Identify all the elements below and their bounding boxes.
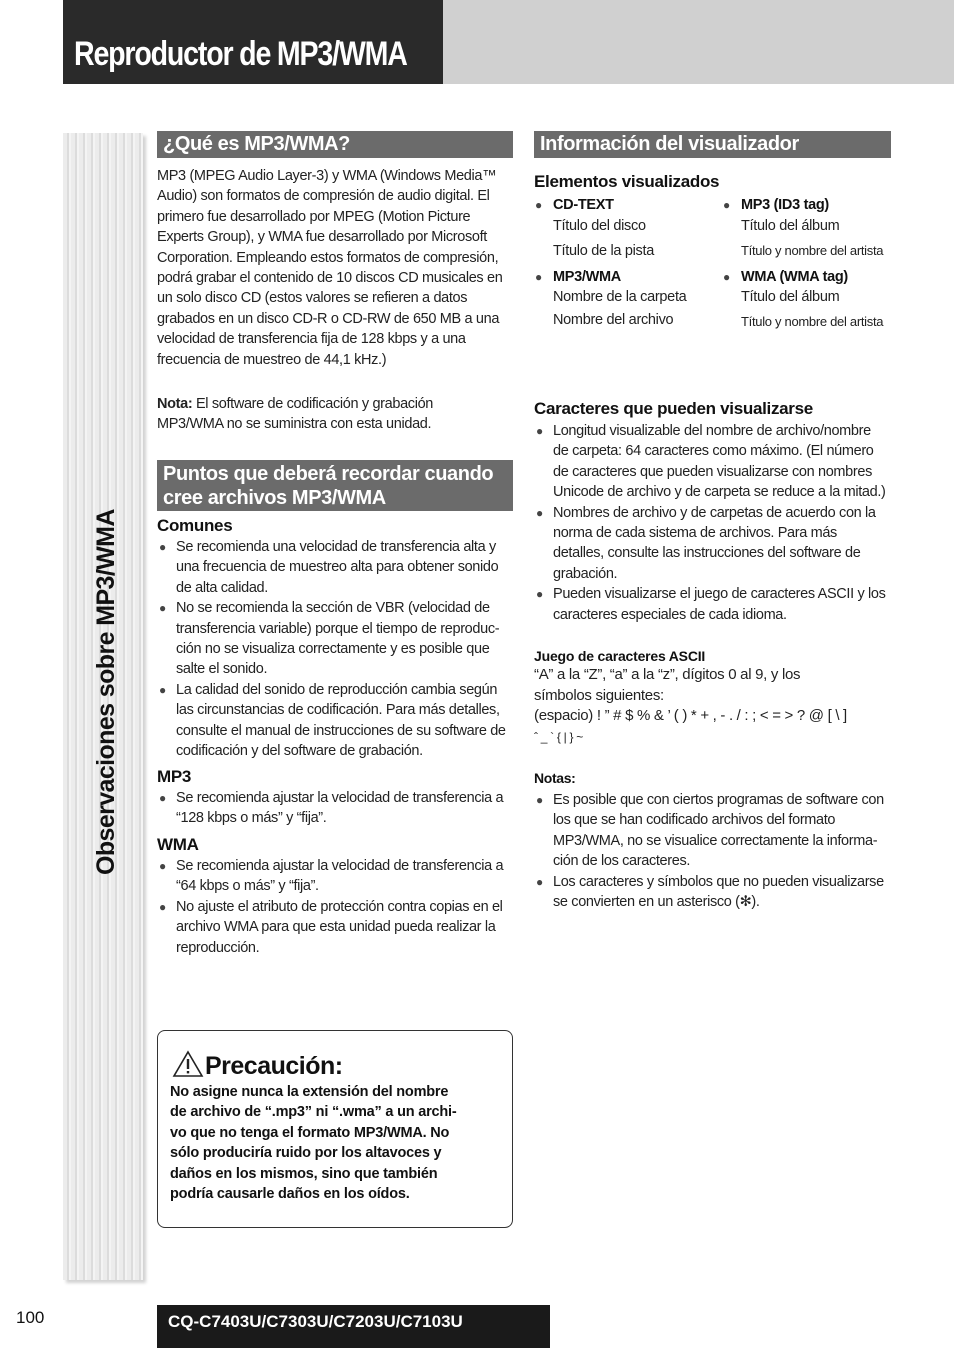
what-is-note: [157, 394, 517, 435]
text-line: Audio) son formatos de compresión de audio digital. El: [157, 188, 490, 205]
list-item-line: grabación.: [553, 565, 618, 582]
subheading-elements: Elementos visualizados: [534, 172, 720, 191]
display-item-cdtext: [535, 193, 723, 263]
text-line: No asigne nunca la extensión del nombre: [170, 1084, 449, 1100]
list-item: [534, 503, 898, 585]
list-item-line: las circunstancias de codificación. Para más detalles,: [176, 702, 500, 719]
list-item: [157, 680, 519, 762]
caution-text: [170, 1082, 500, 1204]
list-item: [157, 856, 519, 897]
list-item-line: los que se han codificado archivos del formato: [553, 812, 836, 829]
page-title: Reproductor de MP3/WMA: [74, 35, 407, 73]
wmatag-b: Título y nombre del artista: [741, 314, 884, 329]
list-item: [157, 788, 519, 829]
header-gray-band: [443, 0, 954, 84]
list-item-line: una frecuencia de muestreo alta para obtener sonido: [176, 559, 499, 576]
list-item-line: salte el sonido.: [176, 661, 268, 678]
list-item-line: de caracteres que pueden visualizarse con nombres: [553, 463, 872, 480]
wmatag-a: Título del álbum: [741, 289, 840, 305]
text-line: frecuencia de muestreo de 44,1 kHz.): [157, 351, 387, 368]
list-item-line: Se recomienda ajustar la velocidad de transferencia a: [176, 790, 504, 806]
wmatag-label: WMA (WMA tag): [741, 269, 848, 285]
list-item: [534, 421, 898, 503]
section-heading-what-is: ¿Qué es MP3/WMA?: [157, 131, 513, 158]
mp3wma-a: Nombre de la carpeta: [553, 289, 687, 305]
subheading-wma: WMA: [157, 835, 199, 854]
display-item-mp3wma: [535, 265, 723, 332]
chars-list: [534, 421, 898, 625]
bullet-icon: ●: [536, 587, 543, 602]
list-item-line: Se recomienda una velocidad de transferencia alta y: [176, 539, 496, 555]
bullet-icon: ●: [159, 601, 166, 616]
display-item-id3: [723, 193, 901, 263]
list-item-line: No ajuste el atributo de protección contra copias en el: [176, 898, 503, 915]
list-item-line: codificación y del software de grabación.: [176, 743, 423, 760]
list-item: [157, 598, 519, 680]
list-item-line: caracteres especiales de cada idioma.: [553, 606, 787, 623]
page-number: 100: [16, 1308, 45, 1327]
bullet-icon: ●: [723, 198, 730, 212]
list-item-line: Longitud visualizable del nombre de archivo/nombre: [553, 423, 871, 439]
list-item-line: consulte el manual de instrucciones de su software de: [176, 722, 506, 739]
display-item-wmatag: [723, 265, 901, 334]
common-list: [157, 537, 519, 761]
text-line: podrá grabar el contenido de 10 discos CD musicales en: [157, 270, 503, 287]
list-item-line: La calidad del sonido de reproducción cambia según: [176, 681, 498, 698]
list-item-line: reproducción.: [176, 939, 260, 956]
mp3wma-label: MP3/WMA: [553, 269, 621, 285]
list-item: [534, 872, 898, 913]
bullet-icon: ●: [723, 270, 730, 284]
text-line: primero fue desarrollado por MPEG (Motion Picture: [157, 208, 471, 225]
ascii-line4: ˆ _ ` { | } ~: [534, 729, 583, 744]
bullet-icon: ●: [159, 859, 166, 873]
warning-icon: [172, 1050, 204, 1078]
list-item-line: “64 kbps o más” y “fija”.: [176, 878, 319, 895]
list-item-line: norma de cada sistema de archivos. Para más: [553, 525, 837, 542]
points-heading-line1: Puntos que deberá recordar cuando: [163, 463, 494, 485]
notes-list: [534, 790, 898, 912]
list-item: [157, 897, 519, 958]
list-item-line: Se recomienda ajustar la velocidad de transferencia a: [176, 858, 504, 874]
text-line: Corporation. Empleando estos formatos de compresión,: [157, 249, 499, 266]
list-item: [157, 537, 519, 598]
note-line2: MP3/WMA no se suministra con esta unidad.: [157, 416, 432, 433]
mp3wma-b: Nombre del archivo: [553, 312, 674, 328]
bullet-icon: ●: [535, 270, 542, 284]
bullet-icon: ●: [536, 793, 543, 807]
bullet-icon: ●: [159, 791, 166, 805]
what-is-paragraph: [157, 166, 517, 370]
list-item-line: Es posible que con ciertos programas de software con: [553, 792, 884, 808]
list-item-line: Nombres de archivo y de carpetas de acuerdo con la: [553, 504, 876, 521]
ascii-line2: símbolos siguientes:: [534, 686, 664, 704]
bullet-icon: ●: [536, 424, 543, 438]
text-line: Experts Group), y WMA fue desarrollado por Microsoft: [157, 229, 487, 246]
subheading-mp3: MP3: [157, 767, 192, 786]
caution-title: Precaución:: [205, 1052, 343, 1080]
list-item-line: MP3/WMA, no se visualice correctamente la informa-: [553, 832, 878, 849]
notes-heading: Notas:: [534, 770, 576, 786]
cdtext-b: Título de la pista: [553, 243, 654, 259]
ascii-text: [534, 665, 904, 747]
text-line: sólo produciría ruido por los altavoces y: [170, 1145, 442, 1162]
bullet-icon: ●: [536, 505, 543, 520]
text-line: vo que no tenga el formato MP3/WMA. No: [170, 1124, 450, 1141]
wma-list: [157, 856, 519, 958]
text-line: velocidad de transferencia fija de 128 kbps y a una: [157, 331, 466, 348]
points-heading-line2: cree archivos MP3/WMA: [163, 487, 386, 509]
list-item-line: de carpeta: 64 caracteres como máximo. (El número: [553, 443, 874, 460]
bullet-icon: ●: [159, 540, 166, 554]
text-line: de archivo de “.mp3” ni “.wma” a un archi-: [170, 1104, 457, 1121]
list-item-line: ción no se visualiza correctamente y es posible que: [176, 641, 490, 658]
ascii-line1: “A” a la “Z”, “a” a la “z”, dígitos 0 al 9, y los: [534, 666, 801, 683]
list-item-line: detalles, consulte las instrucciones del software de: [553, 545, 861, 562]
side-tab-label: Observaciones sobre MP3/WMA: [92, 509, 120, 875]
text-line: un solo disco CD (estos valores se refieren a datos: [157, 290, 468, 307]
model-number: CQ-C7403U/C7303U/C7203U/C7103U: [168, 1312, 463, 1331]
list-item-line: de alta calidad.: [176, 579, 268, 596]
text-line: grabados en un disco CD-R o CD-RW de 650 MB a una: [157, 310, 500, 327]
subheading-chars: Caracteres que pueden visualizarse: [534, 399, 813, 418]
list-item-line: “128 kbps o más” y “fija”.: [176, 810, 327, 827]
ascii-heading: Juego de caracteres ASCII: [534, 648, 706, 664]
list-item-line: No se recomienda la sección de VBR (velocidad de: [176, 600, 490, 617]
section-heading-display-info: Información del visualizador: [534, 131, 891, 158]
ascii-line3: (espacio) ! ” # $ % & ’ ( ) * + , - . / : ; < = > ? @ [ \ ]: [534, 707, 847, 724]
bullet-icon: ●: [159, 899, 166, 914]
text-line: podría causarle daños en los oídos.: [170, 1186, 410, 1203]
list-item: [534, 790, 898, 872]
id3-a: Título del álbum: [741, 218, 840, 234]
id3-label: MP3 (ID3 tag): [741, 197, 829, 213]
section-heading-points: [157, 460, 513, 511]
bullet-icon: ●: [536, 874, 543, 889]
id3-b: Título y nombre del artista: [741, 243, 884, 258]
list-item-line: ción de los caracteres.: [553, 853, 691, 870]
cdtext-label: CD-TEXT: [553, 197, 614, 213]
list-item: [534, 584, 898, 625]
list-item-line: Pueden visualizarse el juego de caracteres ASCII y los: [553, 586, 886, 603]
list-item-line: archivo WMA para que esta unidad pueda realizar la: [176, 919, 496, 936]
list-item-line: se convierten en un asterisco (✻).: [553, 894, 760, 911]
mp3-list: [157, 788, 519, 829]
note-label: Nota:: [157, 396, 193, 412]
text-line: daños en los mismos, sino que también: [170, 1165, 438, 1182]
list-item-line: Los caracteres y símbolos que no pueden visualizarse: [553, 873, 884, 890]
cdtext-a: Título del disco: [553, 218, 646, 234]
text-line: MP3 (MPEG Audio Layer-3) y WMA (Windows Media™: [157, 168, 497, 184]
bullet-icon: ●: [535, 198, 542, 212]
list-item-line: transferencia variable) porque el tiempo de reproduc-: [176, 620, 500, 637]
subheading-comunes: Comunes: [157, 516, 233, 535]
bullet-icon: ●: [159, 682, 166, 697]
note-line1: El software de codificación y grabación: [192, 396, 434, 412]
list-item-line: Unicode de archivo y de carpeta se reduce a la mitad.): [553, 484, 886, 501]
